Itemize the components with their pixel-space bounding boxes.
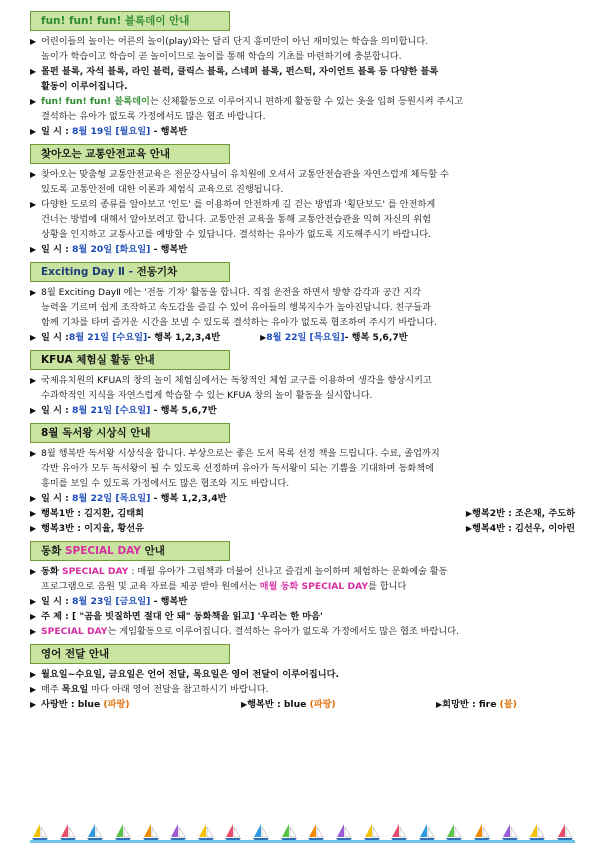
date-line: ▶ 일 시 : 8월 23일 [금요일] - 행복반 (30, 596, 188, 607)
section-title-english: 영어 전달 안내 (30, 644, 230, 664)
paragraph: ▶ 국제유치원의 KFUA의 창의 놀이 체험실에서는 독창적인 체험 교구를 이용하여 생각을 향상시키고 (30, 375, 432, 386)
bullet-triangle-icon: ▶ (30, 97, 37, 106)
bullet-triangle-icon: ▶ (465, 509, 472, 518)
bullet-triangle-icon: ▶ (30, 494, 37, 503)
bullet-triangle-icon: ▶ (30, 567, 37, 576)
section-title-special-day: 동화 SPECIAL DAY 안내 (30, 541, 230, 561)
bullet-triangle-icon: ▶ (30, 200, 37, 209)
paragraph: 수과학적인 지식을 자연스럽게 학습할 수 있는 KFUA 창의 놀이 활동을 실시합니다. (41, 390, 373, 401)
bullet-triangle-icon: ▶ (30, 406, 37, 415)
bullet-triangle-icon: ▶ (260, 333, 267, 342)
paragraph: ▶ SPECIAL DAY는 게임활동으로 이루어집니다. 결석하는 유아가 없도록 가정에서도 많은 협조 바랍니다. (30, 626, 460, 637)
date-line: ▶ 일 시 : 8월 21일 [수요일] - 행복 1,2,3,4반 ▶ 8월 22일 [목요일] - 행복 5,6,7반 (30, 332, 408, 343)
bullet-triangle-icon: ▶ (30, 670, 37, 679)
date-line: ▶ 일 시 : 8월 20일 [화요일] - 행복반 (30, 244, 188, 255)
paragraph: ▶ 다양한 도로의 종류를 알아보고 '인도' 를 이용하여 안전하게 길 걷는 방법과 '횡단보도' 를 안전하게 (30, 199, 436, 210)
title-blockday: 블록데이 안내 (124, 15, 190, 27)
date-line: ▶ 일 시 : 8월 22일 [목요일] - 행복 1,2,3,4반 (30, 493, 227, 504)
paragraph: ▶ 8월 Exciting DayⅡ 에는 '전동 기차' 활동을 합니다. 직접 운전을 하면서 방향 감각과 공간 지각 (30, 287, 422, 298)
paragraph: ▶ 어린이들의 놀이는 어른의 놀이(play)와는 달리 단지 흥미만이 아닌 재미있는 학습을 의미합니다. (30, 36, 429, 47)
bullet-triangle-icon: ▶ (436, 700, 443, 709)
bullet-triangle-icon: ▶ (30, 685, 37, 694)
bullet-triangle-icon: ▶ (30, 449, 37, 458)
bullet-triangle-icon: ▶ (30, 524, 37, 533)
paragraph: 능력을 기르며 쉽게 조작하고 속도감을 즐길 수 있어 유아들의 행복지수가 높아진답니다. 친구들과 (41, 302, 432, 313)
section-title-blockday (30, 11, 230, 31)
bullet-triangle-icon: ▶ (465, 524, 472, 533)
winners-row: ▶ 행복3반 : 이지율, 황선유 ▶행복4반 : 김선우, 이아린 (30, 523, 575, 534)
section-title-reading-award: 8월 독서왕 시상식 안내 (30, 423, 230, 443)
bullet-triangle-icon: ▶ (30, 333, 37, 342)
paragraph: ▶ 찾아오는 맞춤형 교통안전교육은 전문강사님이 유치원에 오셔서 교통안전습관을 자연스럽게 체득할 수 (30, 169, 449, 180)
paragraph: ▶ 몰펀 블록, 자석 블록, 라인 블럭, 클릭스 블록, 스네퍼 블록, 펀스턱, 자이언트 블록 등 다양한 블록 (30, 66, 439, 77)
paragraph: ▶ 월요일~수요일, 금요일은 언어 전달, 목요일은 영어 전달이 이루어집니다. (30, 669, 339, 680)
section-title-exciting-day: Exciting Day Ⅱ - 전동기차 (30, 262, 230, 282)
bullet-triangle-icon: ▶ (30, 67, 37, 76)
date-line: ▶ 일 시 : 8월 21일 [수요일] - 행복 5,6,7반 (30, 405, 217, 416)
bullet-triangle-icon: ▶ (30, 37, 37, 46)
paragraph: 놀이가 학습이고 학습이 곧 놀이이므로 놀이를 통해 학습의 기초를 마련하기에 충분합니다. (41, 51, 402, 62)
newsletter (30, 8, 575, 712)
bullet-triangle-icon: ▶ (30, 127, 37, 136)
paragraph: 있도록 교통안전에 대한 이론과 체험식 교육으로 진행됩니다. (41, 184, 284, 195)
bullet-triangle-icon: ▶ (241, 700, 248, 709)
bullet-triangle-icon: ▶ (30, 245, 37, 254)
bullet-triangle-icon: ▶ (30, 700, 37, 709)
title-fun: fun! fun! fun! (41, 15, 125, 27)
paragraph: ▶ 동화 SPECIAL DAY : 매월 유아가 그림책과 더불어 신나고 즐겁게 놀이하며 체험하는 문화예술 활동 (30, 566, 448, 577)
date-line: ▶ 일 시 : 8월 19일 [월요일] - 행복반 (30, 126, 188, 137)
paragraph: 결석하는 유아가 없도록 가정에서도 많은 협조 바랍니다. (41, 111, 266, 122)
section-title-kfua: KFUA 체험실 활동 안내 (30, 350, 230, 370)
english-words-row: ▶ 사랑반 : blue (파랑) ▶행복반 : blue (파랑) ▶희망반 : fire (불) (30, 699, 517, 710)
paragraph: 프로그램으로 음원 및 교육 자료를 제공 받아 원에서는 매월 동화 SPECIAL DAY를 합니다 (41, 581, 407, 592)
paragraph: 각반 유아가 모두 독서왕이 될 수 있도록 선정하며 유아가 독서왕이 되는 기쁨을 기대하며 동화책에 (41, 463, 434, 474)
bullet-triangle-icon: ▶ (30, 612, 37, 621)
bullet-triangle-icon: ▶ (30, 627, 37, 636)
paragraph: ▶ 매주 목요일 마다 아래 영어 전달을 참고하시기 바랍니다. (30, 684, 269, 695)
winners-row: ▶ 행복1반 : 김지환, 김태희 ▶행복2반 : 조은채, 주도하 (30, 508, 575, 519)
bullet-triangle-icon: ▶ (30, 376, 37, 385)
paragraph: 상황을 인지하고 교통사고를 예방할 수 있답니다. 결석하는 유아가 없도록 지도해주시기 바랍니다. (41, 229, 432, 240)
paragraph: ▶ fun! fun! fun! 블록데이는 신체활동으로 이루어지니 편하게 활동할 수 있는 옷을 입혀 등원시켜 주시고 (30, 96, 464, 107)
bullet-triangle-icon: ▶ (30, 170, 37, 179)
paragraph: 흥미를 보일 수 있도록 가정에서도 많은 협조와 지도 바랍니다. (41, 478, 290, 489)
paragraph: ▶ 8월 행복반 독서왕 시상식을 합니다. 부상으로는 좋은 도서 목록 선정 책을 드립니다. 수료, 졸업까지 (30, 448, 440, 459)
wave-line (30, 840, 575, 843)
paragraph: 함께 기차를 타며 즐거운 시간을 보낼 수 있도록 결석하는 유아가 없도록 협조하여 주시기 바랍니다. (41, 317, 437, 328)
paragraph: 건너는 방법에 대해서 알아보려고 합니다. 교통안전 교육을 통해 교통안전습관을 익혀 자신의 위험 (41, 214, 432, 225)
bullet-triangle-icon: ▶ (30, 509, 37, 518)
section-title-traffic: 찾아오는 교통안전교육 안내 (30, 144, 230, 164)
bullet-triangle-icon: ▶ (30, 597, 37, 606)
paragraph: 활동이 이루어집니다. (41, 81, 128, 92)
theme-line: ▶ 주 제 : [ "곰을 빗질하면 절대 안 돼" 동화책을 읽고] '우리는 한 마음' (30, 611, 323, 622)
bullet-triangle-icon: ▶ (30, 288, 37, 297)
